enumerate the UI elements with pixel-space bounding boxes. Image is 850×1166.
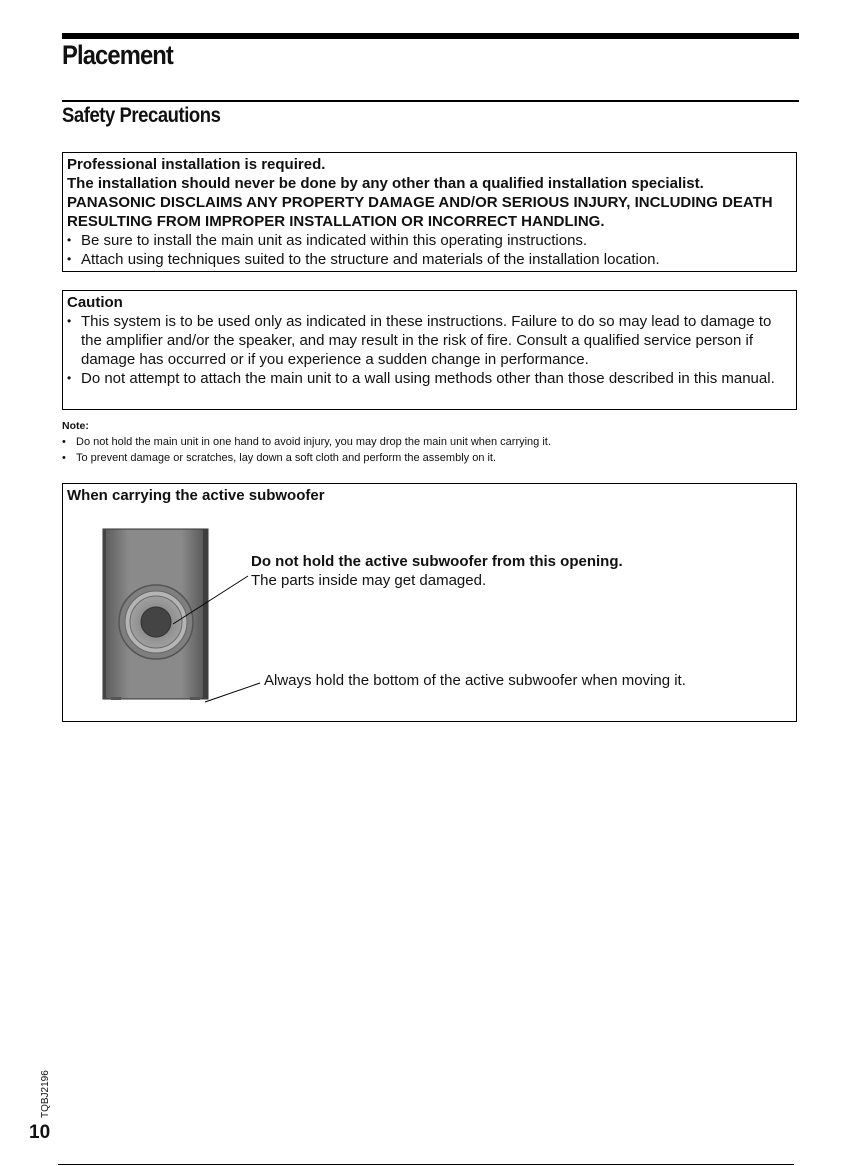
professional-line-2: The installation should never be done by any other than a qualified installation specialist. bbox=[67, 175, 704, 192]
list-item: • Do not hold the main unit in one hand to avoid injury, you may drop the main unit when carrying it. bbox=[62, 434, 799, 450]
caution-title: Caution bbox=[67, 294, 123, 311]
note-bullets bbox=[62, 434, 799, 466]
opening-callout bbox=[251, 552, 623, 590]
note-title: Note: bbox=[62, 420, 89, 432]
section-rule bbox=[62, 100, 799, 102]
professional-bullets bbox=[67, 231, 792, 269]
note-block bbox=[62, 418, 799, 466]
page-title: Placement bbox=[62, 40, 173, 70]
bottom-rule bbox=[58, 1164, 794, 1165]
professional-line-1: Professional installation is required. bbox=[67, 156, 326, 173]
document-code: TQBJ2196 bbox=[40, 1070, 51, 1118]
list-item: • Do not attempt to attach the main unit to a wall using methods other than those described in this manual. bbox=[67, 369, 792, 388]
subwoofer-box-title: When carrying the active subwoofer bbox=[67, 487, 325, 504]
disclaimer-text: PANASONIC DISCLAIMS ANY PROPERTY DAMAGE AND/OR SERIOUS INJURY, INCLUDING DEATH RESULTING FROM IMPROPER INSTALLATION OR INCORRECT HANDLING. bbox=[67, 194, 773, 230]
list-item: • This system is to be used only as indicated in these instructions. Failure to do so may lead to damage to the amplifier and/or the speaker, and may result in the risk of fire. Consult a qualified service person if damage has occurred or if you experience a sudden change in performance. bbox=[67, 312, 792, 369]
bottom-hold-callout: Always hold the bottom of the active subwoofer when moving it. bbox=[264, 672, 686, 689]
list-item: • Attach using techniques suited to the structure and materials of the installation location. bbox=[67, 250, 792, 269]
subwoofer-carry-box bbox=[62, 483, 797, 722]
opening-warning-detail: The parts inside may get damaged. bbox=[251, 572, 487, 589]
list-item: • Be sure to install the main unit as indicated within this operating instructions. bbox=[67, 231, 792, 250]
caution-box bbox=[62, 290, 797, 410]
caution-bullets bbox=[67, 312, 792, 388]
section-title: Safety Precautions bbox=[62, 104, 221, 127]
list-item: • To prevent damage or scratches, lay down a soft cloth and perform the assembly on it. bbox=[62, 450, 799, 466]
professional-installation-box bbox=[62, 152, 797, 272]
opening-warning: Do not hold the active subwoofer from this opening. bbox=[251, 553, 623, 570]
page-number: 10 bbox=[29, 1122, 51, 1143]
top-rule bbox=[62, 33, 799, 39]
